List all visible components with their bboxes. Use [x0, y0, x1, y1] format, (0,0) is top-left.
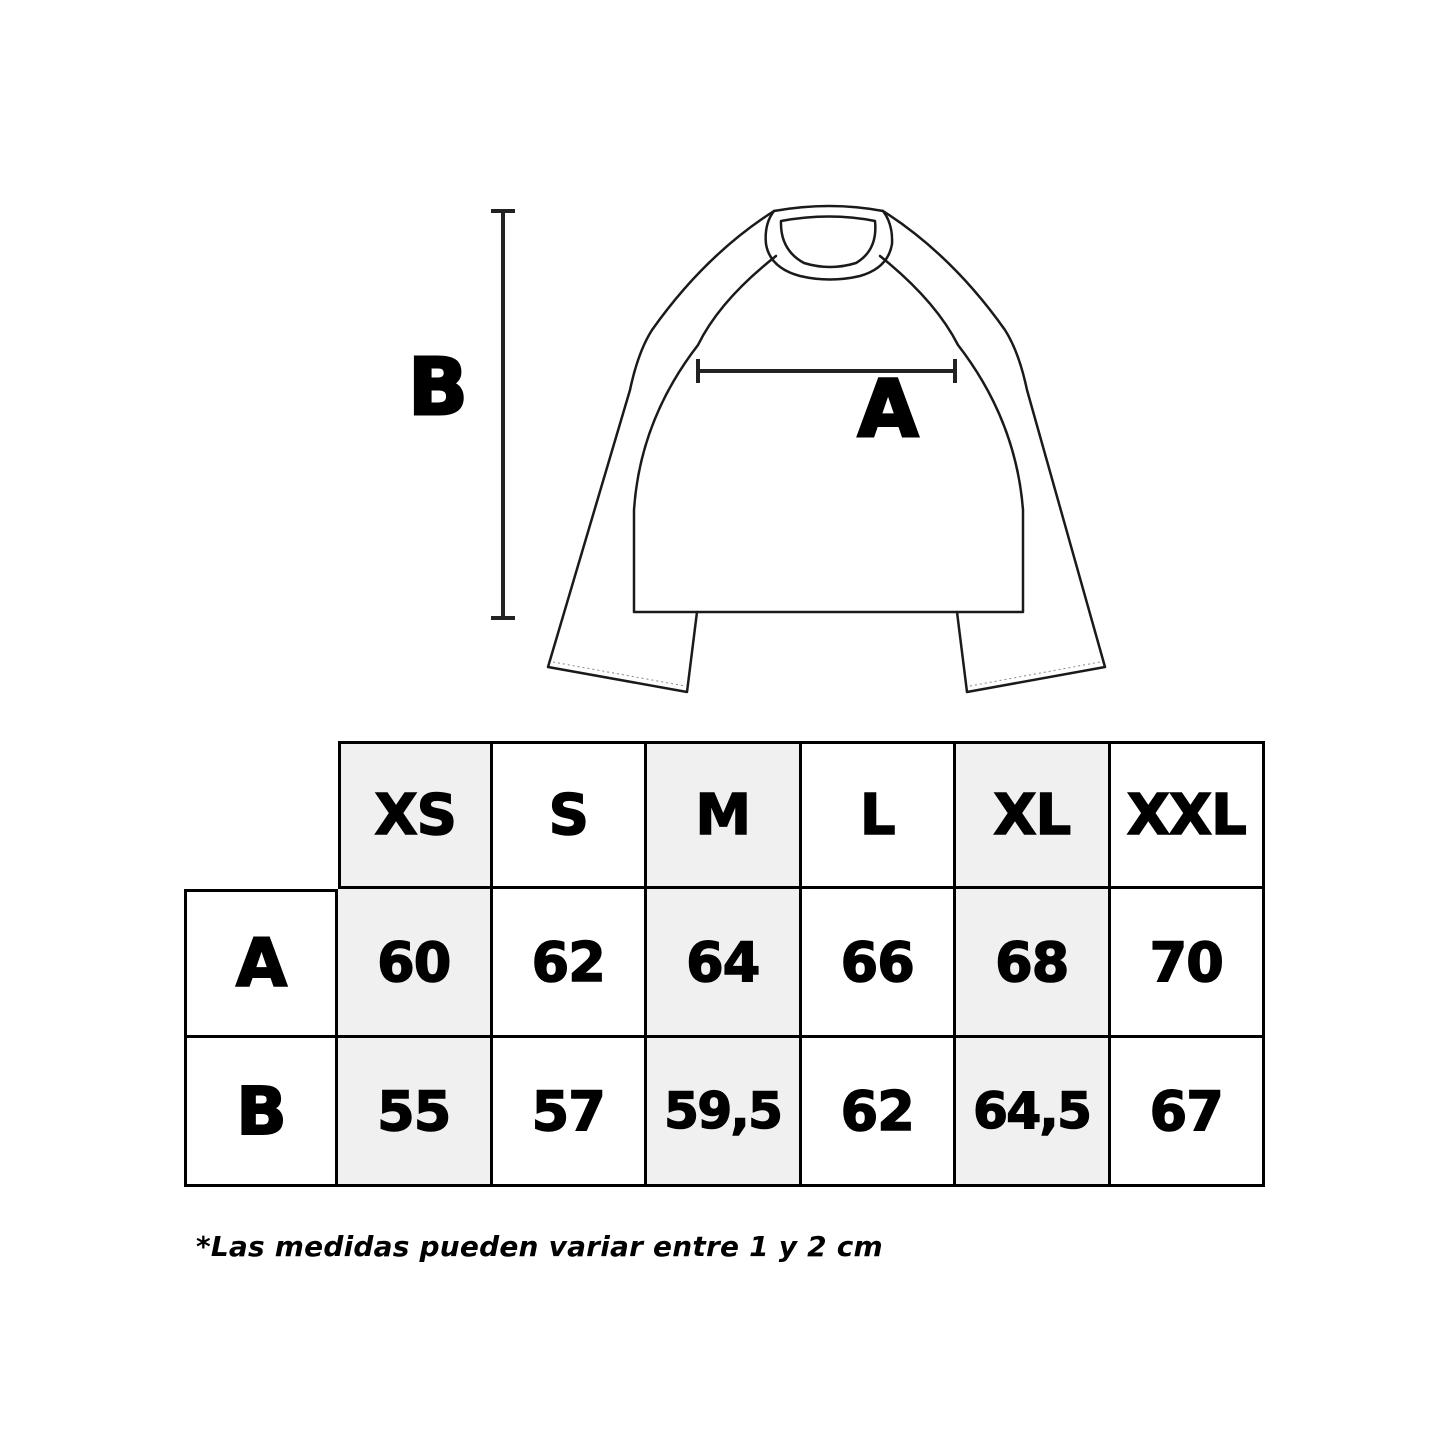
sweater-outline — [548, 206, 1105, 692]
size-header-m: M — [647, 741, 802, 889]
table-cell: 59,5 — [647, 1038, 802, 1187]
table-cell: 55 — [338, 1038, 493, 1187]
table-cell: 64,5 — [956, 1038, 1111, 1187]
size-header-xxl: XXL — [1111, 741, 1266, 889]
left-sleeve — [548, 211, 774, 692]
table-cell: 67 — [1111, 1038, 1266, 1187]
table-cell: 62 — [493, 889, 648, 1038]
table-cell: 66 — [802, 889, 957, 1038]
row-label-b: B — [184, 1038, 338, 1187]
table-corner — [184, 741, 338, 889]
sweater-diagram — [0, 0, 1445, 720]
size-header-l: L — [802, 741, 957, 889]
table-cell: 64 — [647, 889, 802, 1038]
measurement-b-indicator — [493, 211, 513, 618]
body-outline — [634, 256, 1023, 612]
table-cell: 62 — [802, 1038, 957, 1187]
table-cell: 70 — [1111, 889, 1266, 1038]
table-cell: 68 — [956, 889, 1111, 1038]
size-header-xs: XS — [338, 741, 493, 889]
size-header-s: S — [493, 741, 648, 889]
collar-inner — [781, 217, 875, 268]
size-chart-table — [184, 741, 1265, 1187]
table-cell: 60 — [338, 889, 493, 1038]
measurement-a-label: A — [857, 365, 919, 455]
table-cell: 57 — [493, 1038, 648, 1187]
size-header-xl: XL — [956, 741, 1111, 889]
measurement-b-label: B — [408, 343, 468, 433]
row-label-a: A — [184, 889, 338, 1038]
measurement-disclaimer: *Las medidas pueden variar entre 1 y 2 cm — [196, 1230, 883, 1263]
